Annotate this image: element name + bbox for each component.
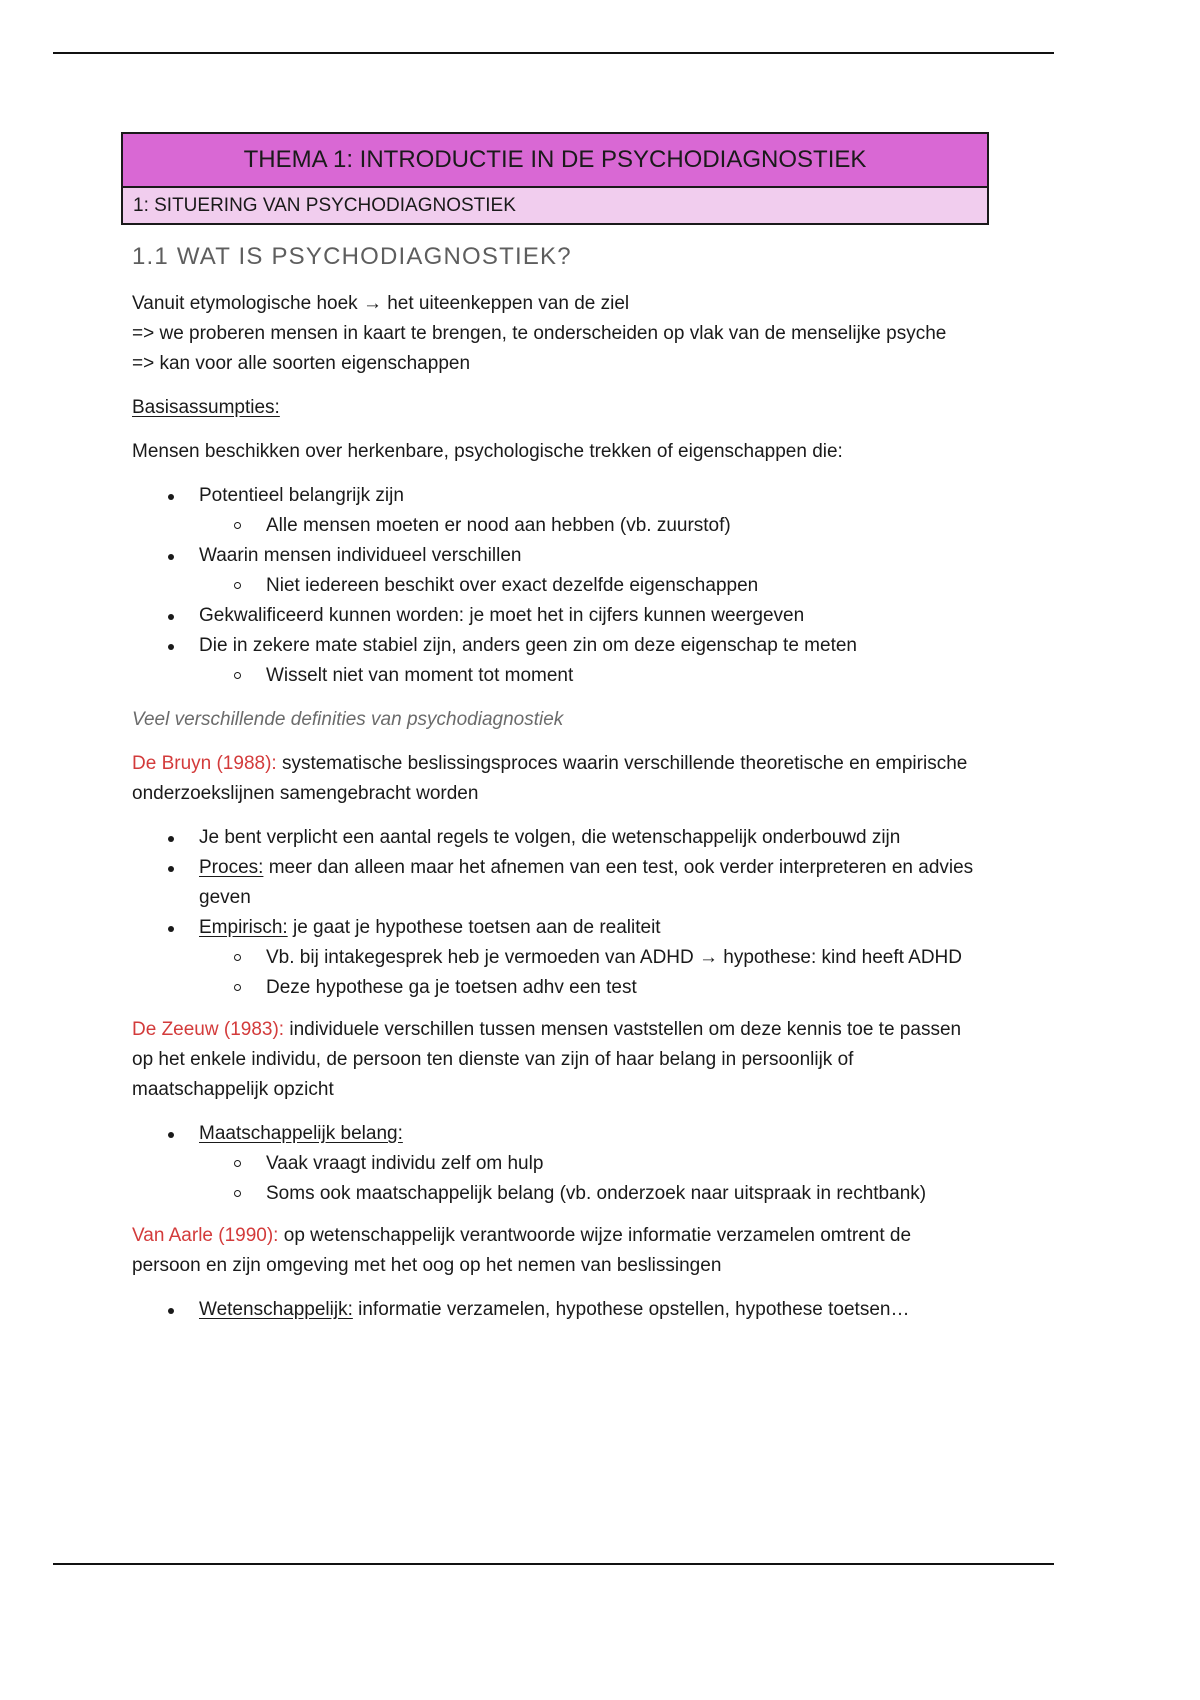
list-item: [132, 853, 982, 913]
definition-text: systematische beslissingsproces waarin verschillende theoretische en empirische onderzoekslijnen samengebracht worden: [132, 753, 968, 804]
sub-list-item: [132, 973, 982, 1003]
list-item-text: Die in zekere mate stabiel zijn, anders geen zin om deze eigenschap te meten: [199, 635, 857, 656]
sub-list-item-text: Soms ook maatschappelijk belang (vb. onderzoek naar uitspraak in rechtbank): [266, 1183, 927, 1204]
sub-list-item: [132, 661, 982, 691]
list-item-text: je gaat je hypothese toetsen aan de realiteit: [287, 917, 661, 938]
sub-list-item-text: Vb. bij intakegesprek heb je vermoeden van ADHD → hypothese: kind heeft ADHD: [266, 947, 962, 968]
definition-text: op wetenschappelijk verantwoorde wijze informatie verzamelen omtrent de persoon en zijn omgeving met het oog op het nemen van beslissingen: [132, 1225, 912, 1276]
theme-title: THEMA 1: INTRODUCTIE IN DE PSYCHODIAGNOSTIEK: [123, 134, 987, 188]
list-item: [132, 1295, 982, 1325]
list-item-text: Je bent verplicht een aantal regels te volgen, die wetenschappelijk onderbouwd zijn: [199, 827, 901, 848]
sub-list-item: [132, 511, 982, 541]
citation: Van Aarle (1990):: [132, 1225, 279, 1246]
sub-list-item-text: Wisselt niet van moment tot moment: [266, 665, 574, 686]
list-item: [132, 541, 982, 571]
document-body: [132, 242, 982, 1325]
chapter-title: 1: SITUERING VAN PSYCHODIAGNOSTIEK: [123, 188, 987, 223]
term-label: Proces:: [199, 857, 264, 878]
sub-list-item-text: Vaak vraagt individu zelf om hulp: [266, 1153, 544, 1174]
list-item: [132, 913, 982, 943]
sub-list-item: [132, 943, 982, 973]
list-item-text: meer dan alleen maar het afnemen van een test, ook verder interpreteren en advies geven: [199, 857, 974, 908]
term-label: Maatschappelijk belang:: [199, 1123, 403, 1144]
intro-line: Vanuit etymologische hoek → het uiteenkeppen van de ziel: [132, 293, 630, 314]
sub-list-item-text: Deze hypothese ga je toetsen adhv een test: [266, 977, 637, 998]
definition-de-bruyn: [132, 749, 982, 809]
section-heading: 1.1 WAT IS PSYCHODIAGNOSTIEK?: [132, 243, 572, 270]
top-rule: [53, 52, 1054, 54]
term-label: Empirisch:: [199, 917, 288, 938]
list-item: [132, 481, 982, 511]
intro-line: => we proberen mensen in kaart te brengen, te onderscheiden op vlak van de menselijke psyche: [132, 323, 947, 344]
bottom-rule: [53, 1563, 1054, 1565]
list-item: [132, 823, 982, 853]
basis-list: [132, 481, 982, 511]
sub-list-item-text: Niet iedereen beschikt over exact dezelfde eigenschappen: [266, 575, 759, 596]
definition-van-aarle: [132, 1221, 982, 1281]
citation: De Bruyn (1988):: [132, 753, 277, 774]
list-item-text: Gekwalificeerd kunnen worden: je moet het in cijfers kunnen weergeven: [199, 605, 805, 626]
list-item-text: informatie verzamelen, hypothese opstellen, hypothese toetsen…: [352, 1299, 910, 1320]
sub-list-item: [132, 571, 982, 601]
intro-line: => kan voor alle soorten eigenschappen: [132, 353, 471, 374]
definitions-heading: Veel verschillende definities van psychodiagnostiek: [132, 709, 564, 730]
citation: De Zeeuw (1983):: [132, 1019, 285, 1040]
basis-label: Basisassumpties:: [132, 397, 280, 418]
list-item: [132, 631, 982, 661]
list-item: [132, 1119, 982, 1149]
sub-list-item-text: Alle mensen moeten er nood aan hebben (vb. zuurstof): [266, 515, 731, 536]
list-item-text: Waarin mensen individueel verschillen: [199, 545, 522, 566]
list-item-text: Potentieel belangrijk zijn: [199, 485, 404, 506]
title-box: [121, 132, 989, 225]
sub-list-item: [132, 1179, 982, 1209]
definition-text: individuele verschillen tussen mensen vaststellen om deze kennis toe te passen op het enkele individu, de persoon ten dienste van zijn of haar belang in persoonlijk of maatschappelijk opzicht: [132, 1019, 962, 1100]
term-label: Wetenschappelijk:: [199, 1299, 353, 1320]
definition-de-zeeuw: [132, 1015, 982, 1105]
list-item: [132, 601, 982, 631]
basis-intro: Mensen beschikken over herkenbare, psychologische trekken of eigenschappen die:: [132, 441, 843, 462]
sub-list-item: [132, 1149, 982, 1179]
